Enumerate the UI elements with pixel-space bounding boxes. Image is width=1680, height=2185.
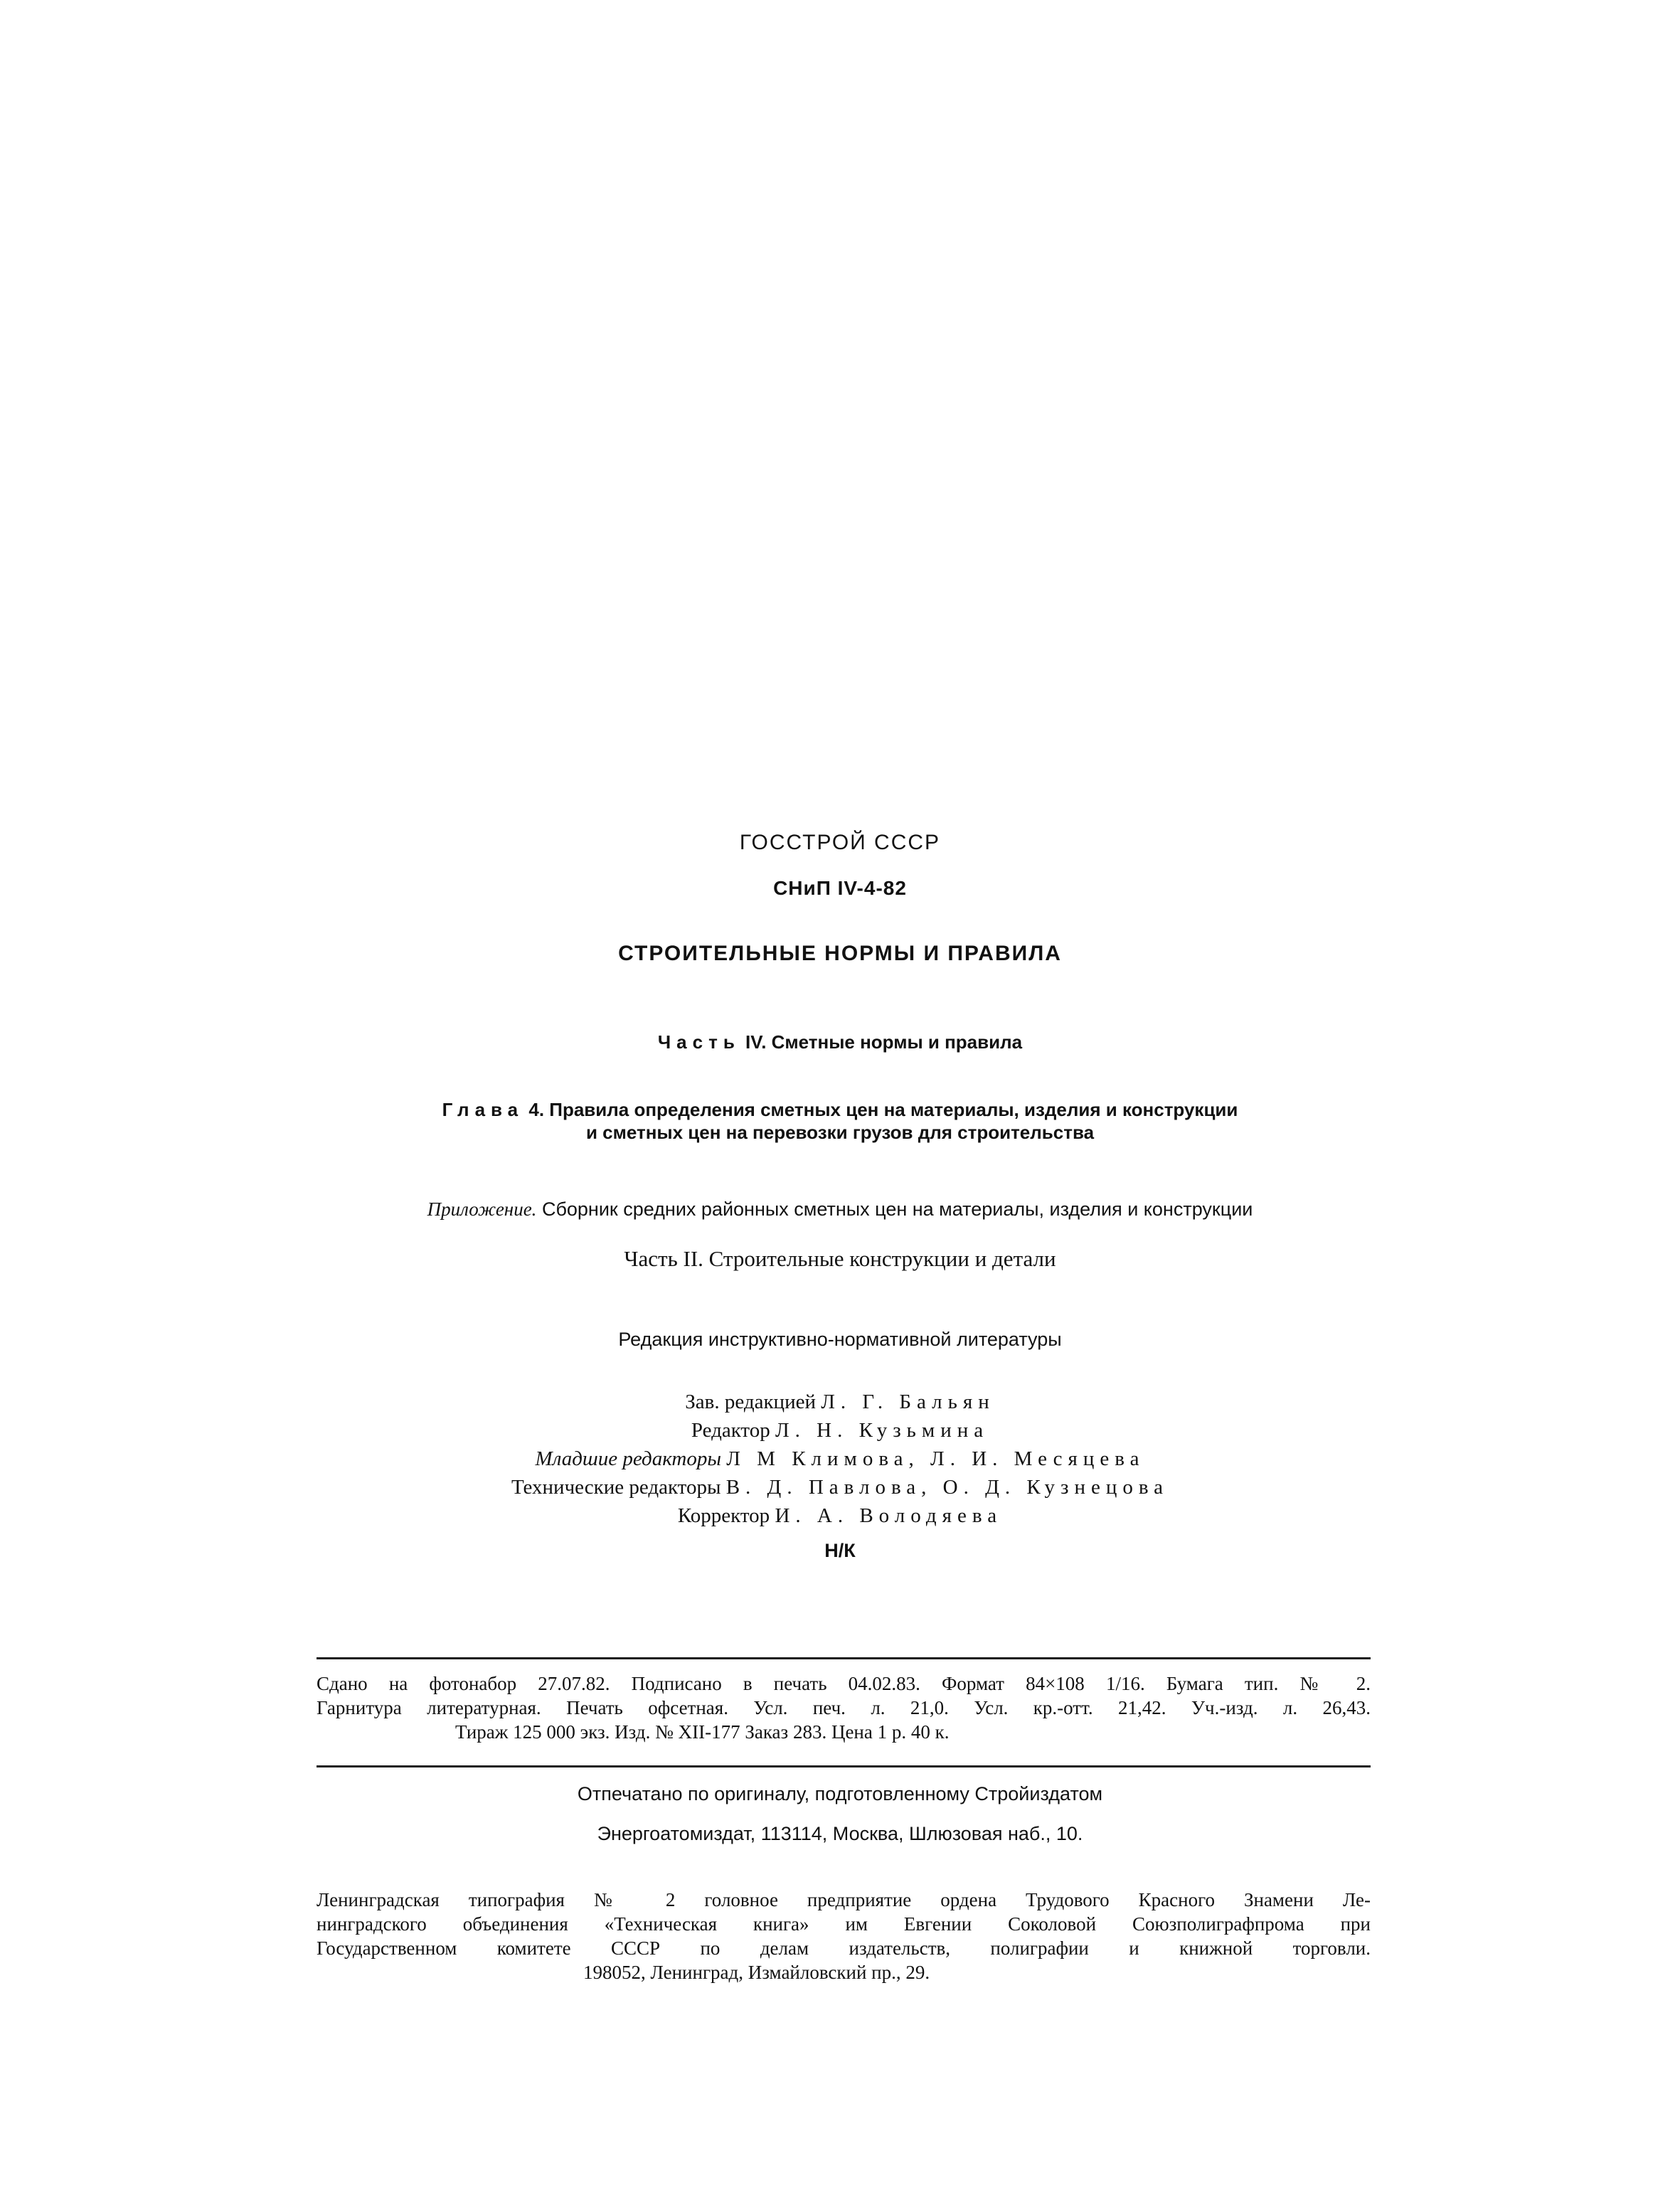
appendix-part: Часть II. Строительные конструкции и детали	[624, 1246, 1056, 1271]
chapter-heading-line-2: и сметных цен на перевозки грузов для строительства	[585, 1122, 1095, 1143]
appendix-label: Приложение.	[427, 1198, 537, 1220]
staff-name: Л. Н. Кузьмина	[775, 1419, 989, 1442]
staff-name: Л. Г. Бальян	[821, 1391, 995, 1413]
typography-line-4: 198052, Ленинград, Измайловский пр., 29.	[583, 1962, 930, 1983]
staff-role: Корректор	[677, 1504, 775, 1527]
staff-role: Технические редакторы	[511, 1476, 726, 1499]
organization-name: ГОССТРОЙ СССР	[739, 831, 941, 854]
chapter-label: Глава	[442, 1099, 524, 1120]
staff-name: И. А. Володяева	[775, 1504, 1003, 1527]
staff-role: Редактор	[691, 1419, 775, 1442]
staff-line	[0, 1447, 1680, 1471]
staff-line	[0, 1419, 1680, 1442]
imprint-line-3: Тираж 125 000 экз. Изд. № XII-177 Заказ 283. Цена 1 р. 40 к.	[455, 1721, 950, 1743]
part-text: IV. Сметные нормы и правила	[740, 1031, 1023, 1053]
appendix-text: Сборник средних районных сметных цен на материалы, изделия и конструкции	[536, 1198, 1253, 1220]
edition-name: Редакция инструктивно-нормативной литературы	[618, 1329, 1062, 1350]
staff-name: Л М Климова, Л. И. Месяцева	[726, 1447, 1145, 1470]
staff-role: Младшие редакторы	[535, 1447, 727, 1470]
document-title: СТРОИТЕЛЬНЫЕ НОРМЫ И ПРАВИЛА	[618, 942, 1062, 965]
part-heading	[0, 1031, 1680, 1053]
nk-mark: Н/К	[824, 1540, 856, 1561]
printed-by-line: Отпечатано по оригиналу, подготовленному Стройиздатом	[577, 1783, 1103, 1804]
publisher-address: Энергоатомиздат, 113114, Москва, Шлюзовая наб., 10.	[597, 1823, 1083, 1844]
imprint-line-2: Гарнитура литературная. Печать офсетная. Усл. печ. л. 21,0. Усл. кр.-отт. 21,42. Уч.-изд. л. 26,43.	[317, 1697, 1371, 1718]
typography-line-2: нинградского объединения «Техническая книга» им Евгении Соколовой Союзполиграфпрома при	[317, 1913, 1371, 1935]
divider	[317, 1765, 1371, 1767]
document-code: СНиП IV-4-82	[773, 877, 907, 899]
typography-line-1: Ленинградская типография № 2 головное предприятие ордена Трудового Красного Знамени Ле-	[317, 1889, 1371, 1910]
staff-name: В. Д. Павлова, О. Д. Кузнецова	[725, 1476, 1169, 1499]
typography-line-3: Государственном комитете СССР по делам издательств, полиграфии и книжной торговли.	[317, 1937, 1371, 1959]
imprint-line-1: Сдано на фотонабор 27.07.82. Подписано в печать 04.02.83. Формат 84×108 1/16. Бумага тип. № 2.	[317, 1673, 1371, 1694]
chapter-text-line-1: 4. Правила определения сметных цен на материалы, изделия и конструкции	[523, 1099, 1238, 1120]
appendix-line	[0, 1198, 1680, 1221]
staff-role: Зав. редакцией	[685, 1391, 822, 1413]
part-label: Часть	[657, 1031, 740, 1053]
divider	[317, 1657, 1371, 1659]
staff-line	[0, 1476, 1680, 1499]
staff-line	[0, 1504, 1680, 1528]
staff-line	[0, 1391, 1680, 1414]
chapter-heading-line-1	[0, 1099, 1680, 1121]
